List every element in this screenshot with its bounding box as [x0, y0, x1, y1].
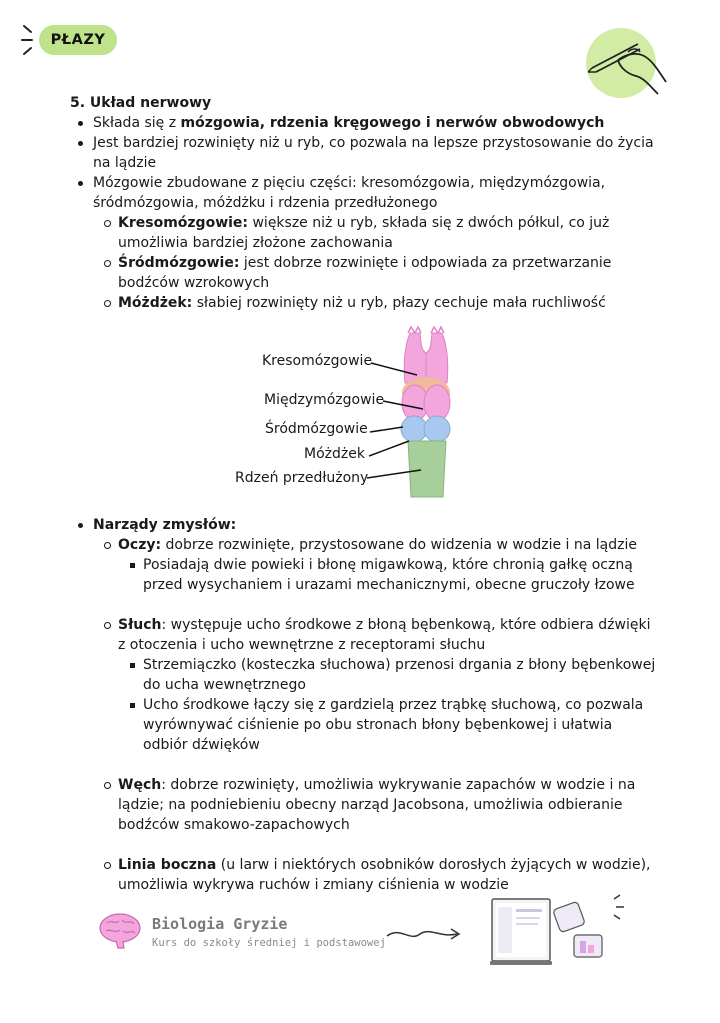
desc: : dobrze rozwinięty, umożliwia wykrywanie zapachów w wodzie i na lądzie; na podniebieniu obecny narząd Jacobsona, umożliwia odbieranie bodźców smakowo-zapachowych	[118, 777, 636, 833]
list-item	[70, 855, 660, 895]
hearing-list	[70, 615, 660, 755]
label-diencephalon: Międzymózgowie	[264, 392, 385, 408]
term: Móżdżek:	[118, 295, 193, 311]
list-item	[70, 535, 660, 555]
nervous-system-section	[70, 93, 660, 313]
brand-name: Biologia Gryzie	[152, 915, 288, 933]
list-item: Strzemiączko (kosteczka słuchowa) przenosi drgania z błony bębenkowej do ucha wewnętrznego	[70, 655, 660, 695]
senses-section	[70, 515, 660, 895]
desc: większe niż u ryb, składa się z dwóch półkul, co już umożliwia bardziej złożone zachowania	[118, 215, 610, 251]
label-medulla: Rdzeń przedłużony	[235, 470, 369, 486]
nervous-bullets	[70, 113, 660, 313]
list-item	[70, 213, 660, 253]
list-item: Ucho środkowe łączy się z gardzielą przez trąbkę słuchową, co pozwala wyrównywać ciśnienie po obu stronach błony bębenkowej i ułatwia odbiór dźwięków	[70, 695, 660, 755]
list-item	[70, 253, 660, 293]
desc: (u larw i niektórych osobników dorosłych żyjących w wodzie), umożliwia wykrywa ruchów i zmiany ciśnienia w wodzie	[118, 857, 651, 893]
label-telencephalon: Kresomózgowie	[262, 353, 373, 369]
list-item	[70, 113, 660, 133]
term: Kresomózgowie:	[118, 215, 249, 231]
term: Linia boczna	[118, 857, 217, 873]
desc: : występuje ucho środkowe z błoną bębenkową, które odbiera dźwięki z otoczenia i ucho wewnętrzne z receptorami słuchu	[118, 617, 651, 653]
arrow-right-icon	[385, 922, 465, 946]
list-item	[70, 615, 660, 655]
writing-hand-icon	[588, 30, 668, 100]
brain-logo-icon	[98, 911, 142, 949]
list-item: Posiadają dwie powieki i błonę migawkową, które chronią gałkę oczną przed wysychaniem i urazami mechanicznymi, obecne gruczoły łzowe	[70, 555, 660, 595]
brand-subtitle: Kurs do szkoły średniej i podstawowej	[152, 937, 386, 949]
section-heading: 5. Układ nerwowy	[70, 95, 212, 111]
list-item	[70, 293, 660, 313]
label-cerebellum: Móżdżek	[304, 446, 365, 462]
bullet-text: Składa się z	[93, 115, 181, 131]
smell-list	[70, 775, 660, 835]
desc: jest dobrze rozwinięte i odpowiada za przetwarzanie bodźców wzrokowych	[118, 255, 612, 291]
term: Słuch	[118, 617, 162, 633]
brain-diagram	[225, 325, 485, 505]
list-item	[70, 775, 660, 835]
list-item: Jest bardziej rozwinięty niż u ryb, co pozwala na lepsze przystosowanie do życia na lądzie	[70, 133, 660, 173]
senses-heading: Narządy zmysłów:	[93, 517, 237, 533]
lateral-list	[70, 855, 660, 895]
sparkle-icon	[20, 22, 38, 58]
bullet-bold: mózgowia, rdzenia kręgowego i nerwów obwodowych	[180, 115, 605, 131]
senses-list	[70, 515, 660, 595]
term: Oczy:	[118, 537, 162, 553]
term: Śródmózgowie:	[118, 255, 240, 271]
desc: dobrze rozwinięte, przystosowane do widzenia w wodzie i na lądzie	[161, 537, 638, 553]
desc: słabiej rozwinięty niż u ryb, płazy cechuje mała ruchliwość	[192, 295, 606, 311]
list-item	[70, 515, 660, 535]
devices-illustration	[490, 893, 630, 973]
label-mesencephalon: Śródmózgowie	[265, 421, 368, 437]
term: Węch	[118, 777, 162, 793]
list-item: Mózgowie zbudowane z pięciu części: kresomózgowia, międzymózgowia, śródmózgowia, móżdżku i rdzenia przedłużonego	[70, 173, 660, 213]
tag-label: PŁAZY	[39, 25, 117, 55]
